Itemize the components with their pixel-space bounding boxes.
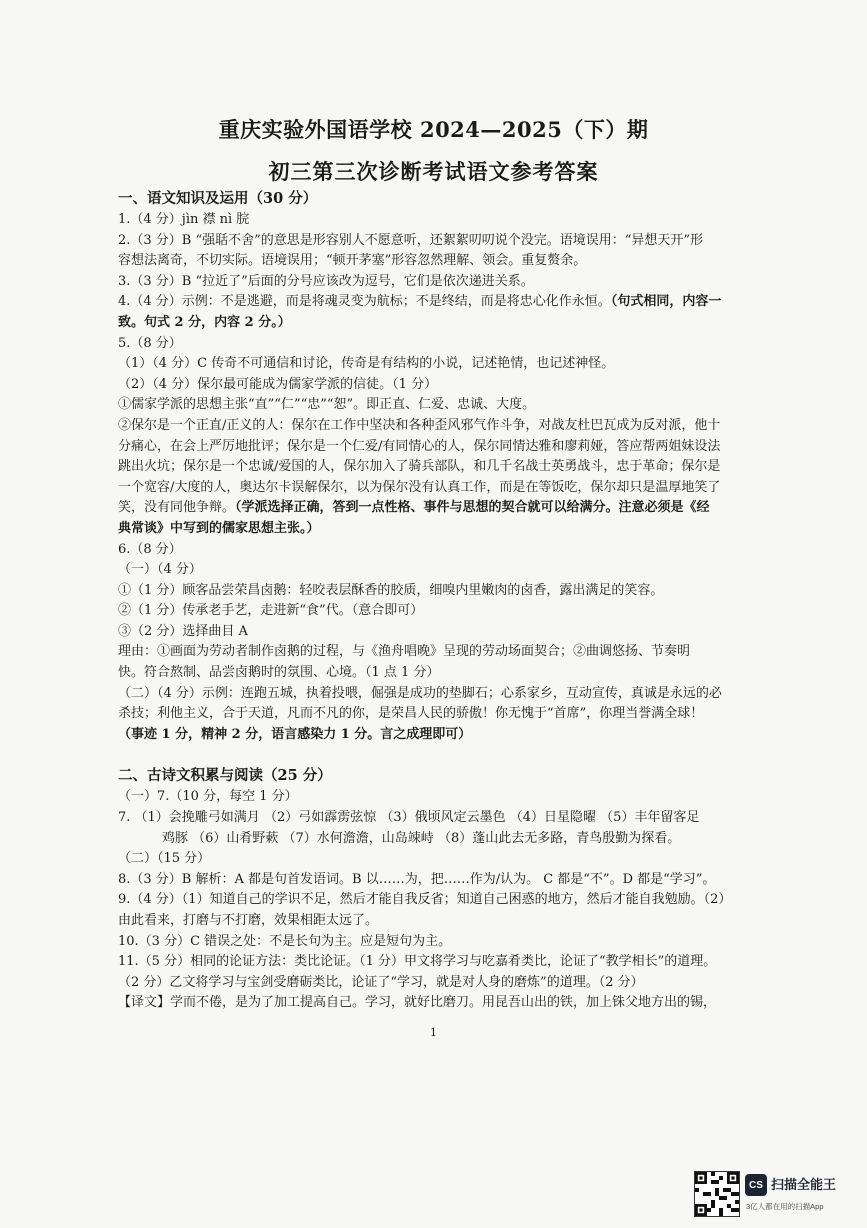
line-text: （二）（15 分）: [118, 851, 211, 867]
line-text: 3.（3 分）B “拉近了”后面的分号应该改为逗号，它们是依次递进关系。: [118, 273, 534, 289]
line-text: 二、古诗文积累与阅读（25 分）: [118, 767, 332, 785]
answer-line: [118, 292, 766, 313]
line-text: ②（1 分）传承老手艺，走进新“食”代。（意合即可）: [118, 603, 424, 619]
document-title: 重庆实验外国语学校 2024—2025（下）期: [218, 117, 649, 142]
line-text: 1.（4 分）jìn 襟 nì 脘: [118, 212, 250, 227]
scoring-note: 典常谈》中写到的儒家思想主张。）: [118, 520, 320, 536]
answer-line: [118, 745, 766, 765]
scoring-note: （事迹 1 分，精神 2 分，语言感染力 1 分。言之成理即可）: [118, 726, 472, 742]
line-text: 5.（8 分）: [118, 335, 182, 351]
answer-line: [118, 210, 766, 231]
line-text: 8.（3 分）B 解析：A 都是句首发语词。B 以……为，把……作为/认为。 C 都是“不”。D 都是“学习”。: [118, 871, 716, 887]
answer-line: [118, 416, 766, 437]
line-text: 理由：①画面为劳动者制作卤鹅的过程，与《渔舟唱晚》呈现的劳动场面契合；②曲调悠扬、节奏明: [118, 644, 691, 660]
answer-line: [118, 581, 766, 602]
line-text: 鸡豚 （6）山肴野蔌 （7）水何澹澹，山岛竦峙 （8）蓬山此去无多路，青鸟殷勤为探看。: [162, 830, 681, 846]
answer-line: [118, 601, 766, 622]
line-text: ①儒家学派的思想主张“直”“仁”“忠”“恕”。即正直、仁爱、忠诚、大度。: [118, 397, 536, 413]
answer-line: [118, 787, 766, 808]
answer-line: [118, 272, 766, 293]
line-text: （一）7.（10 分，每空 1 分）: [118, 789, 298, 805]
answer-line: [118, 932, 766, 953]
answer-line: [118, 952, 766, 973]
line-text: （二）（4 分）示例：连跑五城，执着投喂，倔强是成功的垫脚石；心系家乡，互动宣传，真诚是永远的必: [118, 685, 722, 701]
line-text: 一、语文知识及运用（30 分）: [118, 190, 318, 207]
answer-line: [118, 808, 766, 829]
answer-line: [118, 498, 766, 519]
answer-line: [118, 560, 766, 581]
scanner-brand: 扫描全能王: [771, 1177, 837, 1192]
answer-line: [118, 540, 766, 561]
line-text: 6.（8 分）: [118, 541, 182, 557]
answer-line: [118, 829, 766, 850]
answer-line: [118, 375, 766, 396]
qr-code-icon: [694, 1171, 740, 1217]
line-text: （2 分）乙文将学习与宝剑受磨砺类比，论证了“学习，就是对人身的磨炼”的道理。（2 分）: [118, 974, 644, 990]
answer-line: [118, 437, 766, 458]
scoring-note: （学派选择正确，答到一点性格、事件与思想的契合就可以给满分。注意必须是《经: [235, 500, 710, 516]
answer-line: [118, 622, 766, 643]
scoring-note: 致。句式 2 分，内容 2 分。）: [118, 314, 291, 330]
line-text: 11.（5 分）相同的论证方法：类比论证。（1 分）甲文将学习与吃嘉肴类比，论证了“教学相长”的道理。: [118, 954, 717, 970]
scanner-tagline: 3亿人都在用的扫描App: [746, 1202, 824, 1211]
section-heading: [118, 765, 766, 787]
line-text: 2.（3 分）B “强聒不舍”的意思是形容别人不愿意听，还絮絮叨叨说个没完。语境误用：“异想天开”形: [118, 232, 704, 248]
scanner-logo-icon: CS: [745, 1174, 767, 1196]
answer-line: [118, 519, 766, 540]
line-text: 一个宽容/大度的人，奥达尔卡误解保尔，以为保尔没有认真工作，而是在等饭吃，保尔却只是温厚地笑了: [118, 479, 721, 495]
answer-line: [118, 890, 766, 911]
answer-line: [118, 457, 766, 478]
line-text: （一）（4 分）: [118, 562, 202, 578]
line-text: 容想法离奇，不切实际。语境误用；“顿开茅塞”形容忽然理解、领会。重复赘余。: [118, 253, 587, 269]
line-text: 杀技；利他主义，合于天道，凡而不凡的你，是荣昌人民的骄傲！你无愧于“首席”，你理当誉满全球！: [118, 706, 704, 722]
answer-line: [118, 663, 766, 684]
section-heading: [118, 188, 766, 210]
line-text: ②保尔是一个正直/正义的人：保尔在工作中坚决和各种歪风邪气作斗争，对战友杜巴瓦成为反对派，他十: [118, 417, 721, 433]
answer-line: [118, 395, 766, 416]
line-text: 笑，没有同他争辩。: [118, 500, 236, 516]
answer-line: [118, 354, 766, 375]
answer-line: [118, 231, 766, 252]
answer-line: [118, 993, 766, 1014]
scoring-note: （句式相同，内容一: [610, 294, 722, 310]
document-subtitle: 初三第三次诊断考试语文参考答案: [268, 159, 599, 184]
line-text: 由此看来，打磨与不打磨，效果相距太远了。: [118, 913, 379, 928]
answer-line: [118, 911, 766, 932]
line-text: 分痛心，在会上严厉地批评；保尔是一个仁爱/有同情心的人，保尔同情达雅和廖莉娅，答应帮两姐妹设法: [118, 438, 721, 454]
answer-line: [118, 478, 766, 499]
line-text: 跳出火坑；保尔是一个忠诚/爱国的人，保尔加入了骑兵部队，和几千名战士英勇战斗，忠于革命；保尔是: [118, 459, 721, 475]
answer-line: [118, 849, 766, 870]
answer-line: [118, 725, 766, 746]
line-text: （2）（4 分）保尔最可能成为儒家学派的信徒。（1 分）: [118, 376, 438, 392]
answer-line: [118, 642, 766, 663]
page-number: 1: [430, 1026, 437, 1039]
line-text: ①（1 分）顾客品尝荣昌卤鹅：轻咬表层酥香的胶质，细嗅内里嫩肉的卤香，露出满足的笑容。: [118, 582, 664, 598]
line-text: 【译文】学而不倦，是为了加工提高自己。学习，就好比磨刀。用昆吾山出的铁，加上铢父地方出的锡，: [118, 995, 717, 1011]
answer-line: [118, 870, 766, 891]
answer-line: [118, 251, 766, 272]
line-text: 4.（4 分）示例：不是逃避，而是将魂灵变为航标；不是终结，而是将忠心化作永恒。: [118, 294, 611, 310]
answer-line: [118, 973, 766, 994]
line-text: （1）（4 分）C 传奇不可通信和讨论，传奇是有结构的小说，记述艳情，也记述神怪。: [118, 356, 615, 372]
line-text: 10.（3 分）C 错误之处：不是长句为主。应是短句为主。: [118, 933, 452, 949]
answer-body: [118, 188, 766, 1014]
answer-line: [118, 704, 766, 725]
line-text: 7. （1）会挽雕弓如满月 （2）弓如霹雳弦惊 （3）俄顷风定云墨色 （4）日星隐曜 （5）丰年留客足: [118, 810, 700, 826]
answer-line: [118, 684, 766, 705]
answer-line: [118, 334, 766, 355]
line-text: 快。符合熬制、品尝卤鹅时的氛围、心境。（1 点 1 分）: [118, 665, 440, 681]
line-text: ③（2 分）选择曲目 A: [118, 623, 248, 639]
answer-line: [118, 313, 766, 334]
line-text: 9.（4 分）（1）知道自己的学识不足，然后才能自我反省；知道自己困惑的地方，然后才能自我勉励。（2）: [118, 892, 732, 908]
